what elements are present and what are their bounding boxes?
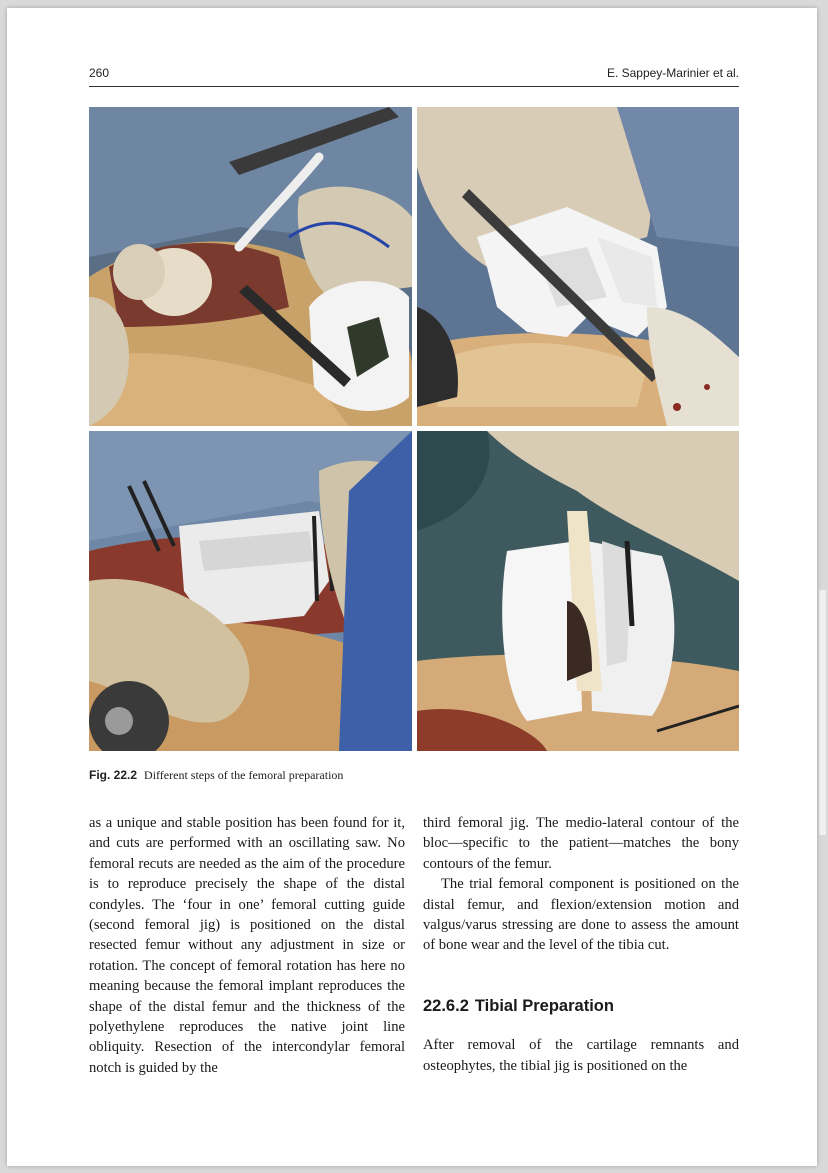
body-paragraph: as a unique and stable position has been found for it, and cuts are performed with an oscillating saw. No femoral recuts are needed as the aim of the procedure is to reproduce precisely the shape of the distal condyles. The ‘four in one’ femoral cutting guide (second femoral jig) is positioned on the distal resected femur without any adjustment in size or rotation. The concept of femoral rotation has here no meaning because the femoral implant reproduces the shape of the distal femur and the thickness of the polyethylene reproduces the native joint line obliquity. Resection of the intercondylar femoral notch is guided by the [89, 815, 405, 1076]
section-number: 22.6.2 [423, 996, 469, 1015]
body-column-right [423, 813, 739, 1076]
body-column-left [89, 813, 405, 1078]
surgical-photo-3 [89, 431, 412, 751]
figure-caption [89, 768, 739, 783]
body-paragraph: The trial femoral component is positioned on the distal femur, and flexion/extension motion and valgus/varus stressing are done to assess the amount of bone wear and the level of the tibia cut. [423, 876, 739, 954]
figure-caption-text: Different steps of the femoral preparation [144, 768, 344, 782]
body-paragraph: third femoral jig. The medio-lateral contour of the bloc—specific to the patient—matches the bony contours of the femur. [423, 815, 739, 872]
section-heading [423, 996, 739, 1016]
scrollbar-thumb[interactable] [819, 590, 826, 835]
section-title: Tibial Preparation [474, 996, 614, 1015]
running-authors: E. Sappey-Marinier et al. [606, 66, 739, 80]
figure-label: Fig. 22.2 [89, 768, 138, 782]
page-number: 260 [89, 66, 110, 80]
surgical-photo-4 [417, 431, 739, 751]
surgical-photo-2 [417, 107, 739, 426]
header-rule [89, 86, 739, 87]
surgical-photo-1 [89, 107, 412, 426]
body-paragraph: After removal of the cartilage remnants and osteophytes, the tibial jig is positioned on the [423, 1037, 739, 1074]
